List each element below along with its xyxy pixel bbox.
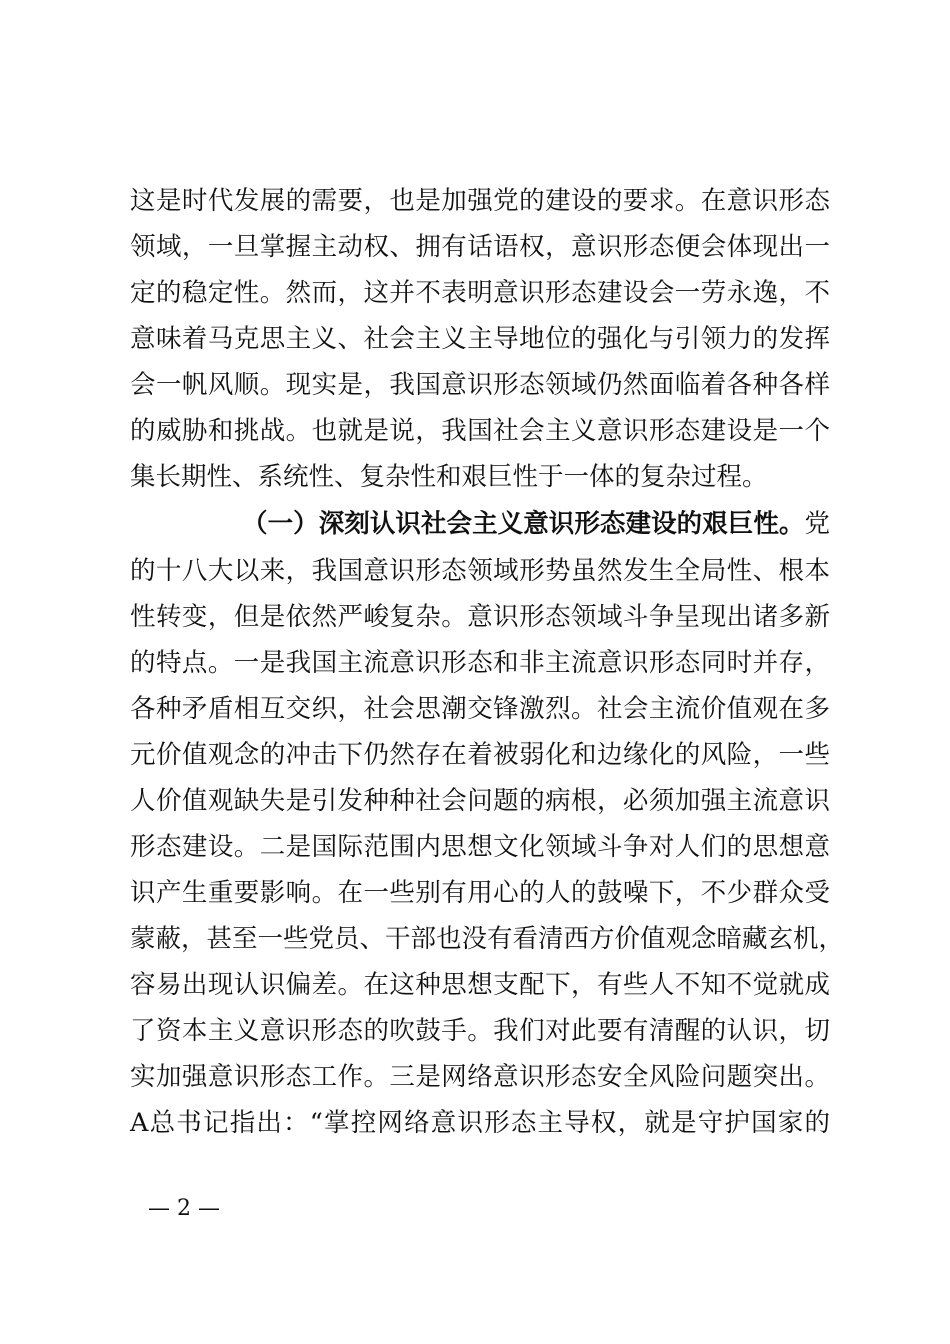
section-line-4: 各种矛盾相互交织，社会思潮交锋激烈。社会主流价值观在多 (130, 694, 830, 724)
section-heading-tail: 党 (804, 509, 830, 539)
body-line-2: 领域，一旦掌握主动权、拥有话语权，意识形态便会体现出一 (130, 232, 830, 262)
page-number: — 2 — (148, 1196, 220, 1221)
body-line-4: 意味着马克思主义、社会主义主导地位的强化与引领力的发挥 (130, 324, 830, 354)
body-line-7: 集长期性、系统性、复杂性和艰巨性于一体的复杂过程。 (130, 462, 768, 492)
section-line-8: 识产生重要影响。在一些别有用心的人的鼓噪下，不少群众受 (130, 878, 830, 908)
section-line-10: 容易出现认识偏差。在这种思想支配下，有些人不知不觉就成 (130, 970, 830, 1000)
body-line-5: 会一帆风顺。现实是，我国意识形态领域仍然面临着各种各样 (130, 370, 830, 400)
section-line-11: 了资本主义意识形态的吹鼓手。我们对此要有清醒的认识，切 (130, 1016, 830, 1046)
section-heading-line (242, 507, 830, 541)
section-line-5: 元价值观念的冲击下仍然存在着被弱化和边缘化的风险，一些 (130, 740, 830, 770)
section-line-7: 形态建设。二是国际范围内思想文化领域斗争对人们的思想意 (130, 832, 830, 862)
section-heading: （一）深刻认识社会主义意识形态建设的艰巨性。 (242, 509, 805, 539)
section-line-3: 的特点。一是我国主流意识形态和非主流意识形态同时并存， (130, 648, 830, 678)
section-line-2: 性转变，但是依然严峻复杂。意识形态领域斗争呈现出诸多新 (130, 602, 830, 632)
section-line-6: 人价值观缺失是引发种种社会问题的病根，必须加强主流意识 (130, 786, 830, 816)
section-line-9: 蒙蔽，甚至一些党员、干部也没有看清西方价值观念暗藏玄机， (130, 924, 845, 954)
body-line-6: 的威胁和挑战。也就是说，我国社会主义意识形态建设是一个 (130, 416, 830, 446)
section-line-12: 实加强意识形态工作。三是网络意识形态安全风险问题突出。 (130, 1062, 830, 1092)
body-line-1: 这是时代发展的需要，也是加强党的建设的要求。在意识形态 (130, 186, 830, 216)
section-line-1: 的十八大以来，我国意识形态领域形势虽然发生全局性、根本 (130, 556, 830, 586)
section-line-13: A总书记指出：“掌控网络意识形态主导权，就是守护国家的 (130, 1108, 830, 1138)
body-line-3: 定的稳定性。然而，这并不表明意识形态建设会一劳永逸，不 (130, 278, 830, 308)
